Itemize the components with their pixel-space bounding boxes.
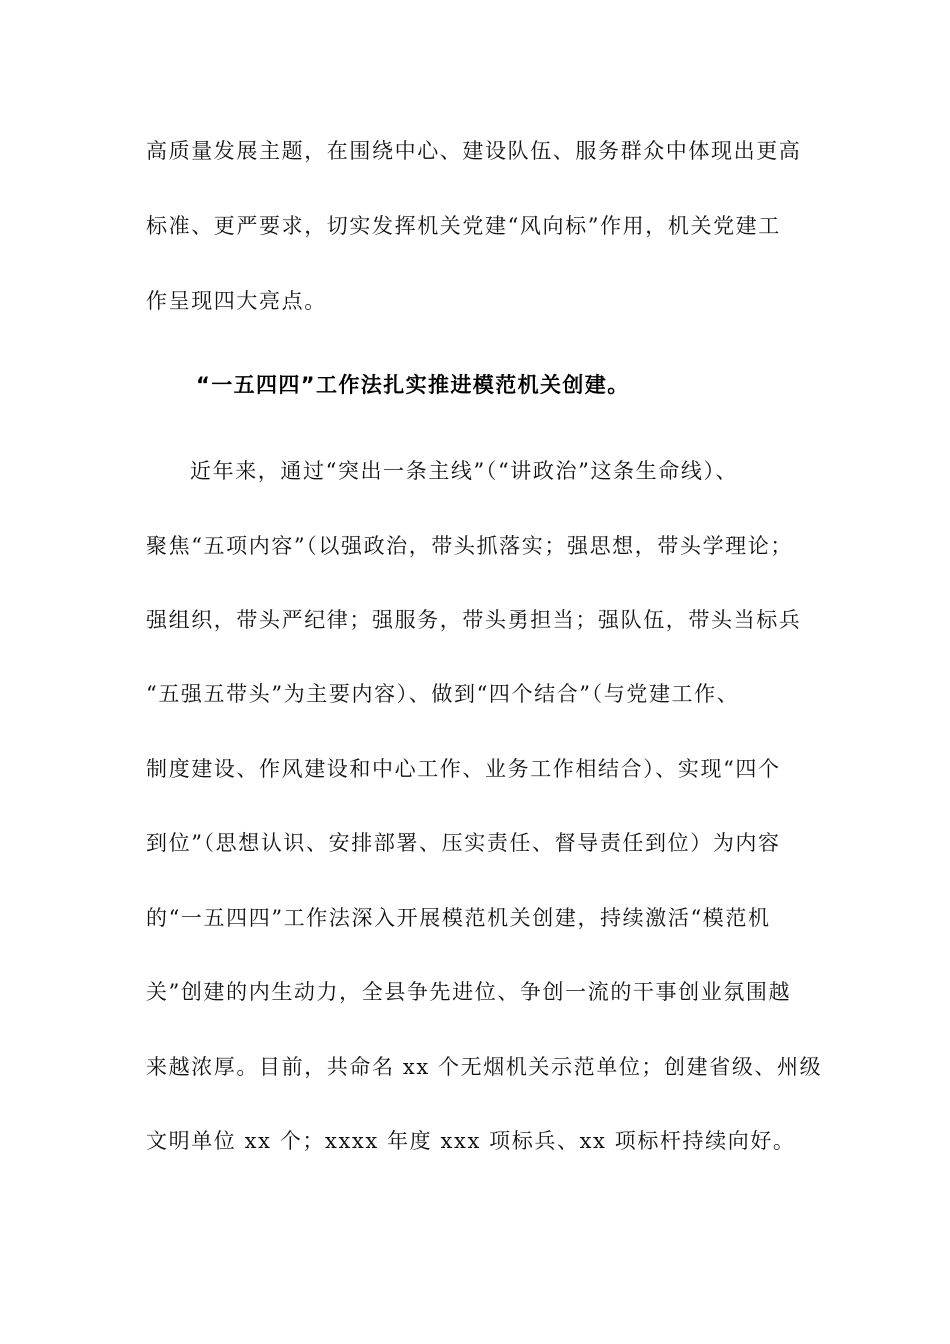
body-line-10: 文明单位 xx 个；xxxx 年度 xxx 项标兵、xx 项标杆持续向好。 — [146, 1129, 796, 1153]
body-line-4: “五强五带头”为主要内容）、做到“四个结合”（与党建工作、 — [146, 682, 740, 706]
intro-line-2: 标准、更严要求，切实发挥机关党建“风向标”作用，机关党建工 — [146, 214, 781, 238]
body-line-1: 近年来，通过“突出一条主线”（“讲政治”这条生命线）、 — [190, 459, 739, 483]
body-line-2: 聚焦“五项内容”（以强政治，带头抓落实；强思想，带头学理论； — [146, 534, 793, 558]
section-heading: “一五四四”工作法扎实推进模范机关创建。 — [196, 373, 630, 397]
intro-line-1: 高质量发展主题，在围绕中心、建设队伍、服务群众中体现出更高 — [146, 139, 802, 163]
intro-line-3: 作呈现四大亮点。 — [146, 289, 327, 313]
body-line-9: 来越浓厚。目前，共命名 xx 个无烟机关示范单位；创建省级、州级 — [146, 1055, 823, 1079]
body-line-7: 的“一五四四”工作法深入开展模范机关创建，持续激活“模范机 — [146, 906, 771, 930]
body-line-5: 制度建设、作风建设和中心工作、业务工作相结合）、实现“四个 — [146, 757, 781, 781]
body-line-3: 强组织，带头严纪律；强服务，带头勇担当；强队伍，带头当标兵 — [146, 608, 802, 632]
body-line-6: 到位”（思想认识、安排部署、压实责任、督导责任到位）为内容 — [146, 831, 781, 855]
body-line-8: 关”创建的内生动力，全县争先进位、争创一流的干事创业氛围越 — [146, 980, 792, 1004]
